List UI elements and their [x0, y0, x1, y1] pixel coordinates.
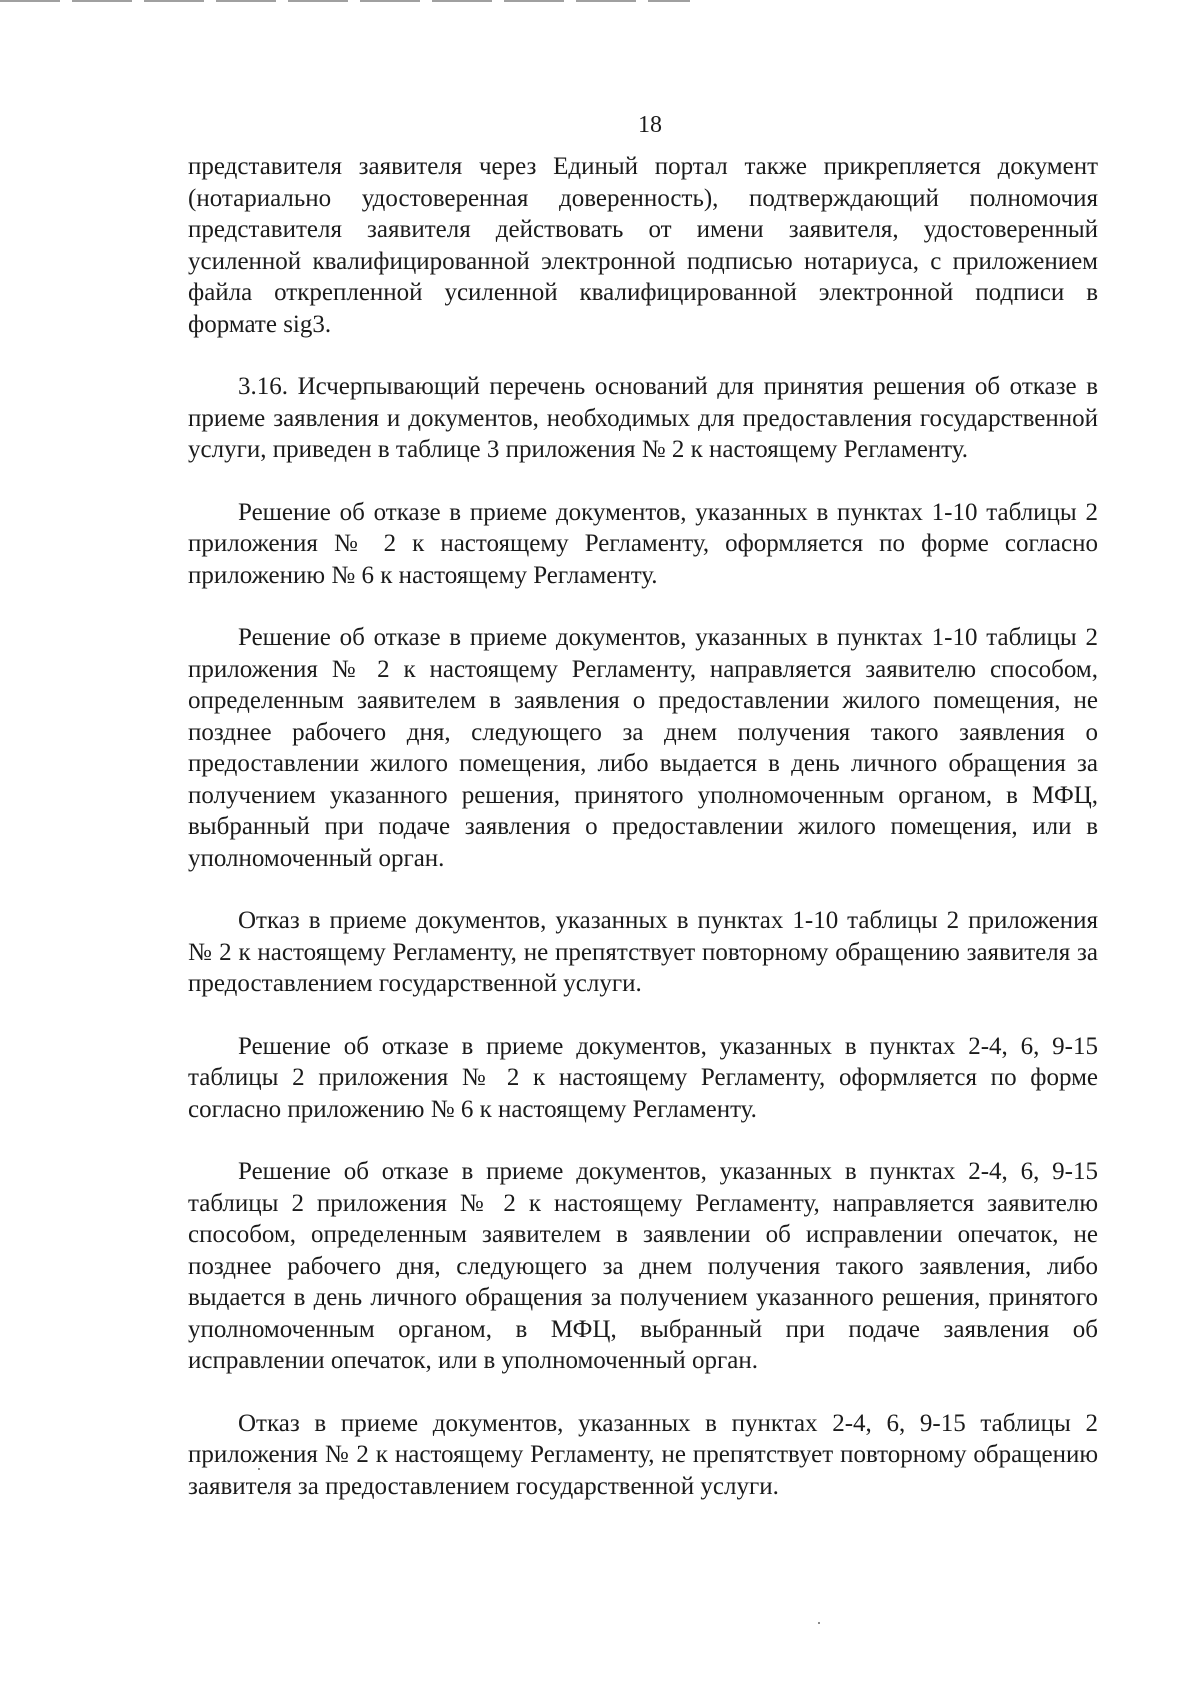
scan-speck [818, 1622, 820, 1624]
scan-speck [258, 1468, 260, 1470]
paragraph: Решение об отказе в приеме документов, указанных в пунктах 1-10 таблицы 2 приложения № 2 к настоящему Регламенту, оформляется по форме согласно приложению № 6 к настоящему Регламенту. [188, 498, 1098, 589]
paragraph: Отказ в приеме документов, указанных в пунктах 2-4, 6, 9-15 таблицы 2 приложения № 2 к настоящему Регламенту, не препятствует повторному обращению заявителя за предоставлением государственной услуги. [188, 1409, 1098, 1500]
paragraph: Решение об отказе в приеме документов, указанных в пунктах 2-4, 6, 9-15 таблицы 2 приложения № 2 к настоящему Регламенту, оформляется по форме согласно приложению № 6 к настоящему Регламенту. [188, 1032, 1098, 1123]
page-number: 18 [638, 112, 662, 138]
paragraph: Решение об отказе в приеме документов, указанных в пунктах 2-4, 6, 9-15 таблицы 2 приложения № 2 к настоящему Регламенту, направляется заявителю способом, определенным заявителем в заявлении об исправлении опечаток, не позднее рабочего дня, следующего за днем получения такого заявления, либо выдается в день личного обращения за получением указанного решения, принятого уполномоченным органом, в МФЦ, выбранный при подаче заявления об исправлении опечаток, или в уполномоченный орган. [188, 1158, 1098, 1374]
paragraph: Отказ в приеме документов, указанных в пунктах 1-10 таблицы 2 приложения № 2 к настоящему Регламенту, не препятствует повторному обращению заявителя за предоставлением государственной услуги. [188, 907, 1098, 997]
paragraph-3-16: 3.16. Исчерпывающий перечень оснований для принятия решения об отказе в приеме заявления и документов, необходимых для предоставления государственной услуги, приведен в таблице 3 приложения № 2 к настоящему Регламенту. [188, 373, 1098, 463]
paragraph: Решение об отказе в приеме документов, указанных в пунктах 1-10 таблицы 2 приложения № 2 к настоящему Регламенту, направляется заявителю способом, определенным заявителем в заявления о предоставлении жилого помещения, не позднее рабочего дня, следующего за днем получения такого заявления о предоставлении жилого помещения, либо выдается в день личного обращения за получением указанного решения, принятого уполномоченным органом, в МФЦ, выбранный при подаче заявления о предоставлении жилого помещения, или в уполномоченный орган. [188, 624, 1098, 872]
document-body [188, 151, 1098, 1502]
scan-edge-line [0, 0, 690, 2]
paragraph-continuation: представителя заявителя через Единый портал также прикрепляется документ (нотариально удостоверенная доверенность), подтверждающий полномочия представителя заявителя действовать от имени заявителя, удостоверенный усиленной квалифицированной электронной подписью нотариуса, с приложением файла открепленной усиленной квалифицированной электронной подписи в формате sig3. [188, 153, 1098, 338]
